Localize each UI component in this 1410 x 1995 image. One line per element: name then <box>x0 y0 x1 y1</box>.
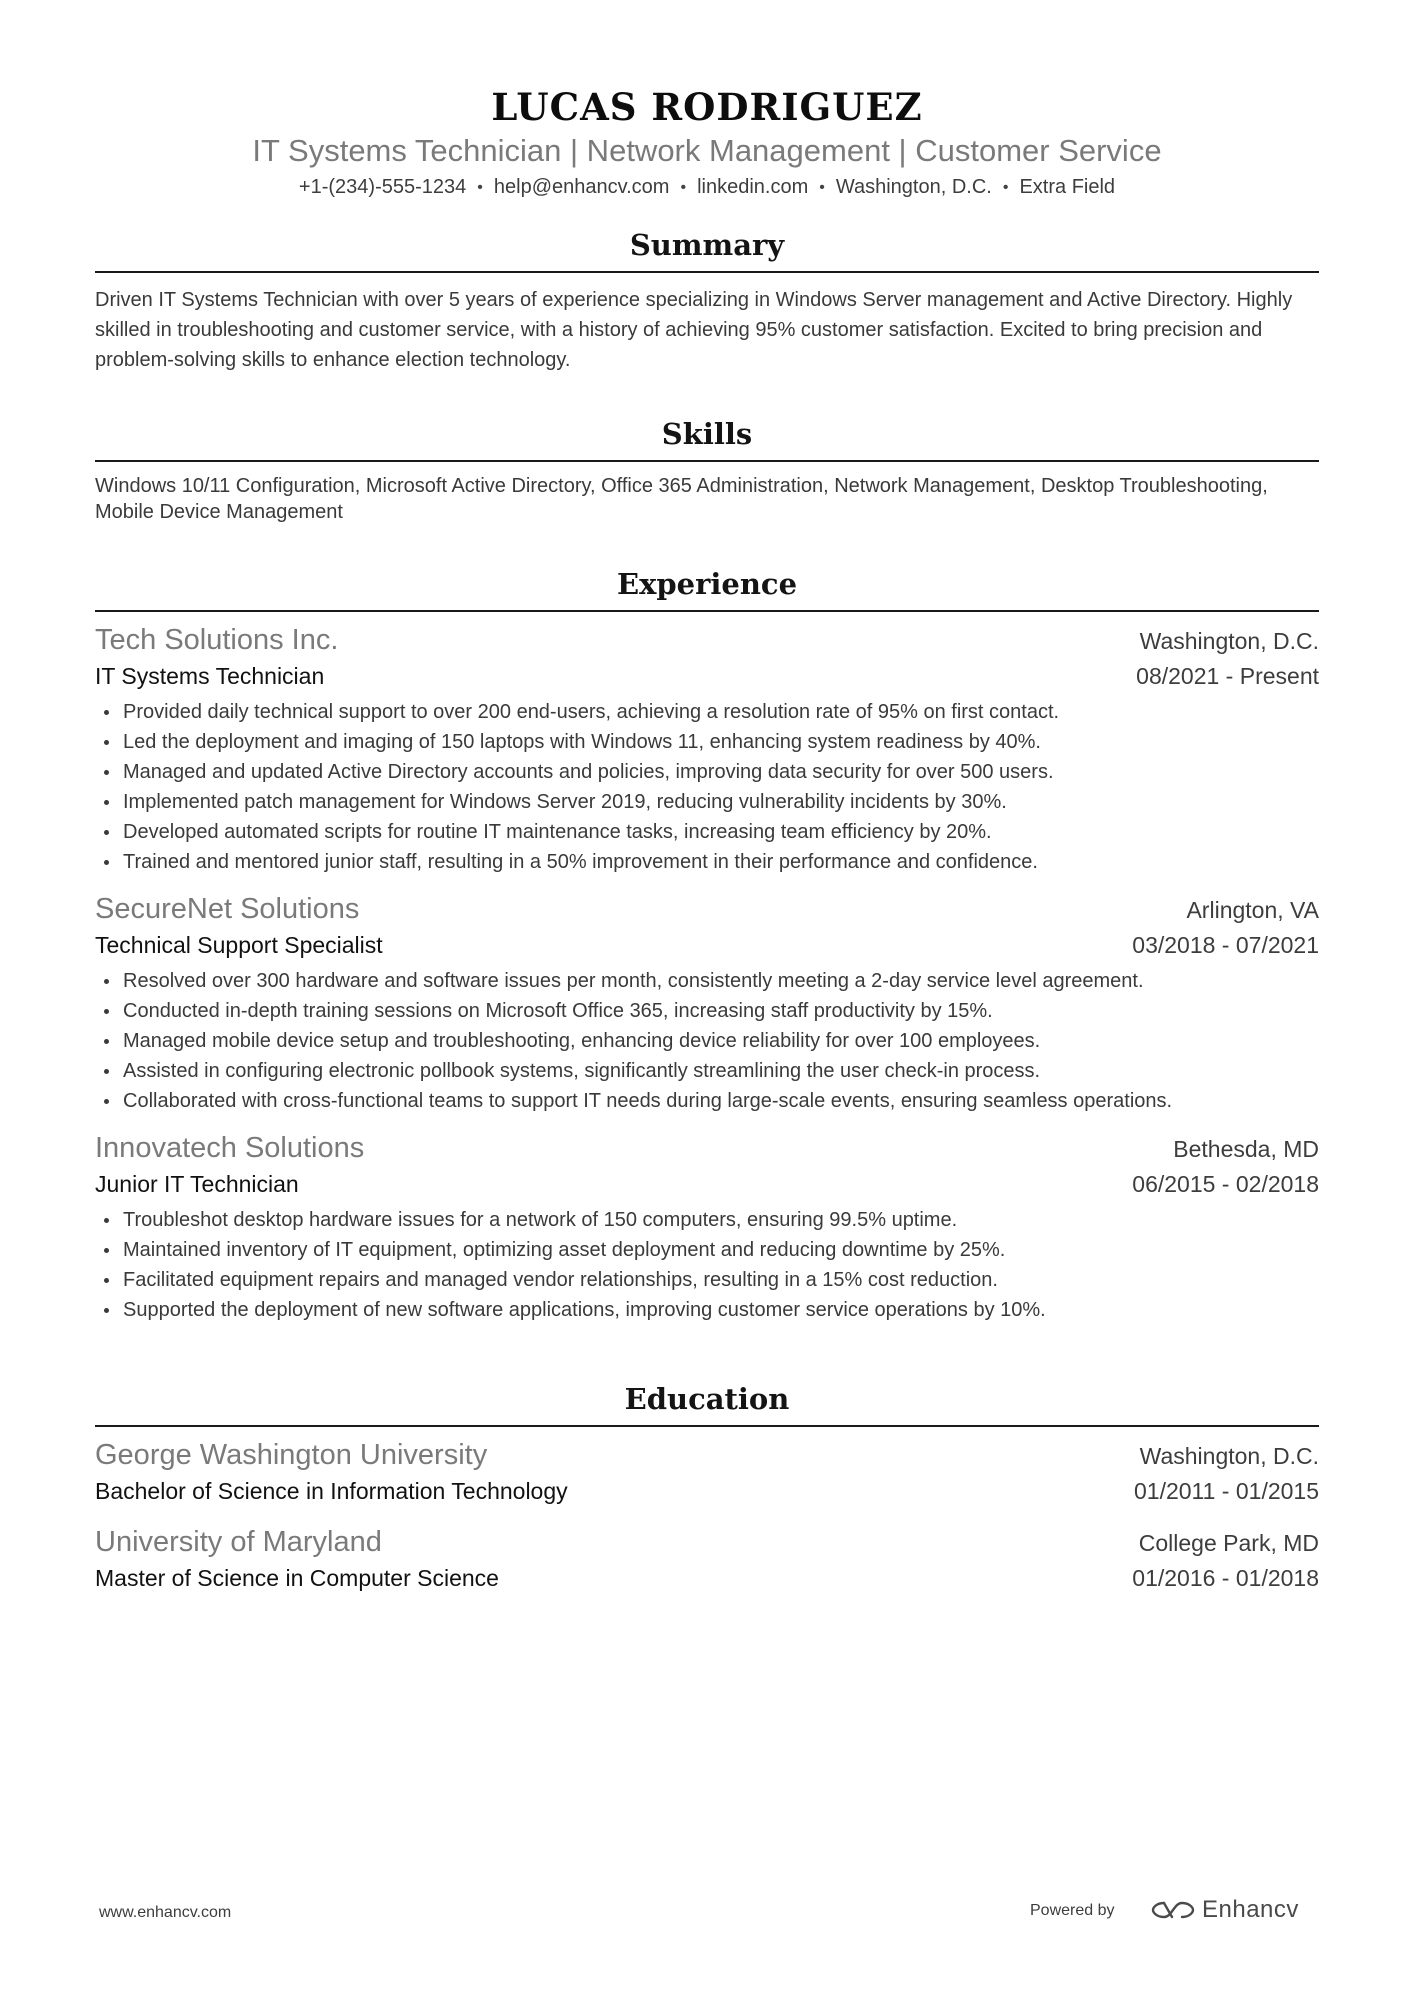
job-location: Arlington, VA <box>1186 897 1319 923</box>
education-section <box>95 1380 1319 1595</box>
contact-location: Washington, D.C. <box>835 176 992 198</box>
bullet-item: Facilitated equipment repairs and managed vendor relationships, resulting in a 15% cost reduction. <box>95 1265 1319 1295</box>
section-divider <box>95 271 1319 273</box>
school-name: University of Maryland <box>95 1526 382 1558</box>
skills-title: Skills <box>661 417 753 451</box>
bullet-item: Troubleshot desktop hardware issues for a network of 150 computers, ensuring 99.5% uptime. <box>95 1205 1319 1235</box>
enhancv-brand-name: Enhancv <box>1202 1896 1299 1923</box>
contact-phone: +1-(234)-555-1234 <box>298 176 467 198</box>
job-dates: 08/2021 - Present <box>1136 663 1319 689</box>
contact-line <box>95 173 1319 202</box>
resume-content <box>95 0 1319 1591</box>
job-title: Junior IT Technician <box>95 1171 299 1197</box>
enhancv-brand[interactable] <box>1150 1896 1299 1924</box>
bullet-item: Collaborated with cross-functional teams to support IT needs during large-scale events, ensuring seamless operations. <box>95 1086 1319 1116</box>
degree-name: Bachelor of Science in Information Technology <box>95 1478 568 1504</box>
bullet-item: Assisted in configuring electronic pollbook systems, significantly streamlining the user check-in process. <box>95 1056 1319 1086</box>
company-name: SecureNet Solutions <box>95 893 360 925</box>
candidate-name: LUCAS RODRIGUEZ <box>491 85 923 129</box>
experience-section <box>95 565 1319 1325</box>
bullet-item: Implemented patch management for Windows Server 2019, reducing vulnerability incidents by 30%. <box>95 787 1319 817</box>
separator-dot: • <box>477 179 483 196</box>
powered-by-label: Powered by <box>1030 1902 1115 1919</box>
school-location: College Park, MD <box>1138 1530 1319 1556</box>
bullet-item: Conducted in-depth training sessions on Microsoft Office 365, increasing staff productivity by 15%. <box>95 996 1319 1026</box>
education-title: Education <box>624 1382 790 1416</box>
job-dates: 06/2015 - 02/2018 <box>1132 1171 1319 1197</box>
summary-section <box>95 226 1319 375</box>
job-title: IT Systems Technician <box>95 663 325 689</box>
experience-title: Experience <box>616 567 798 601</box>
separator-dot: • <box>819 179 825 196</box>
experience-entry <box>95 891 1319 1116</box>
skills-text: Windows 10/11 Configuration, Microsoft Active Directory, Office 365 Administration, Network Management, Desktop Troubleshooting, Mobile Device Management <box>95 475 1268 523</box>
section-divider <box>95 1425 1319 1427</box>
bullet-item: Managed mobile device setup and troubleshooting, enhancing device reliability for over 100 employees. <box>95 1026 1319 1056</box>
school-dates: 01/2011 - 01/2015 <box>1133 1478 1319 1504</box>
separator-dot: • <box>1002 179 1009 196</box>
bullet-item: Supported the deployment of new software applications, improving customer service operations by 10%. <box>95 1295 1319 1325</box>
contact-linkedin[interactable]: linkedin.com <box>697 176 809 198</box>
candidate-headline: IT Systems Technician | Network Management | Customer Service <box>252 133 1162 168</box>
job-bullets <box>95 966 1319 1116</box>
education-entry <box>95 1437 1319 1508</box>
job-bullets <box>95 1205 1319 1325</box>
job-title: Technical Support Specialist <box>95 932 383 958</box>
bullet-item: Developed automated scripts for routine IT maintenance tasks, increasing team efficiency by 20%. <box>95 817 1319 847</box>
contact-extra-field: Extra Field <box>1019 176 1116 198</box>
experience-entry <box>95 622 1319 877</box>
company-name: Innovatech Solutions <box>95 1132 365 1164</box>
bullet-item: Provided daily technical support to over 200 end-users, achieving a resolution rate of 95% on first contact. <box>95 697 1319 727</box>
separator-dot: • <box>680 179 687 196</box>
skills-section <box>95 415 1319 525</box>
section-divider <box>95 460 1319 462</box>
bullet-item: Maintained inventory of IT equipment, optimizing asset deployment and reducing downtime by 25%. <box>95 1235 1319 1265</box>
bullet-item: Trained and mentored junior staff, resulting in a 50% improvement in their performance and confidence. <box>95 847 1319 877</box>
bullet-item: Managed and updated Active Directory accounts and policies, improving data security for over 500 users. <box>95 757 1319 787</box>
summary-title: Summary <box>629 228 785 262</box>
enhancv-logo-icon <box>1150 1897 1196 1923</box>
education-entry <box>95 1524 1319 1595</box>
experience-entry <box>95 1130 1319 1325</box>
school-location: Washington, D.C. <box>1139 1443 1319 1469</box>
school-name: George Washington University <box>95 1439 488 1471</box>
degree-name: Master of Science in Computer Science <box>95 1565 499 1591</box>
resume-header <box>95 0 1319 202</box>
company-name: Tech Solutions Inc. <box>95 624 339 656</box>
bullet-item: Led the deployment and imaging of 150 laptops with Windows 11, enhancing system readiness by 40%. <box>95 727 1319 757</box>
section-divider <box>95 610 1319 612</box>
page-footer <box>0 1896 1410 1930</box>
job-dates: 03/2018 - 07/2021 <box>1132 932 1319 958</box>
job-location: Washington, D.C. <box>1139 628 1319 654</box>
job-location: Bethesda, MD <box>1173 1136 1319 1162</box>
job-bullets <box>95 697 1319 877</box>
bullet-item: Resolved over 300 hardware and software issues per month, consistently meeting a 2-day service level agreement. <box>95 966 1319 996</box>
summary-text: Driven IT Systems Technician with over 5 years of experience specializing in Windows Server management and Active Directory. Highly skilled in troubleshooting and customer service, with a history of achieving 95% customer satisfaction. Excited to bring precision and problem-solving skills to enhance election technology. <box>95 289 1293 371</box>
school-dates: 01/2016 - 01/2018 <box>1132 1565 1319 1591</box>
contact-email[interactable]: help@enhancv.com <box>493 176 670 198</box>
footer-url-link[interactable]: www.enhancv.com <box>99 1904 232 1921</box>
